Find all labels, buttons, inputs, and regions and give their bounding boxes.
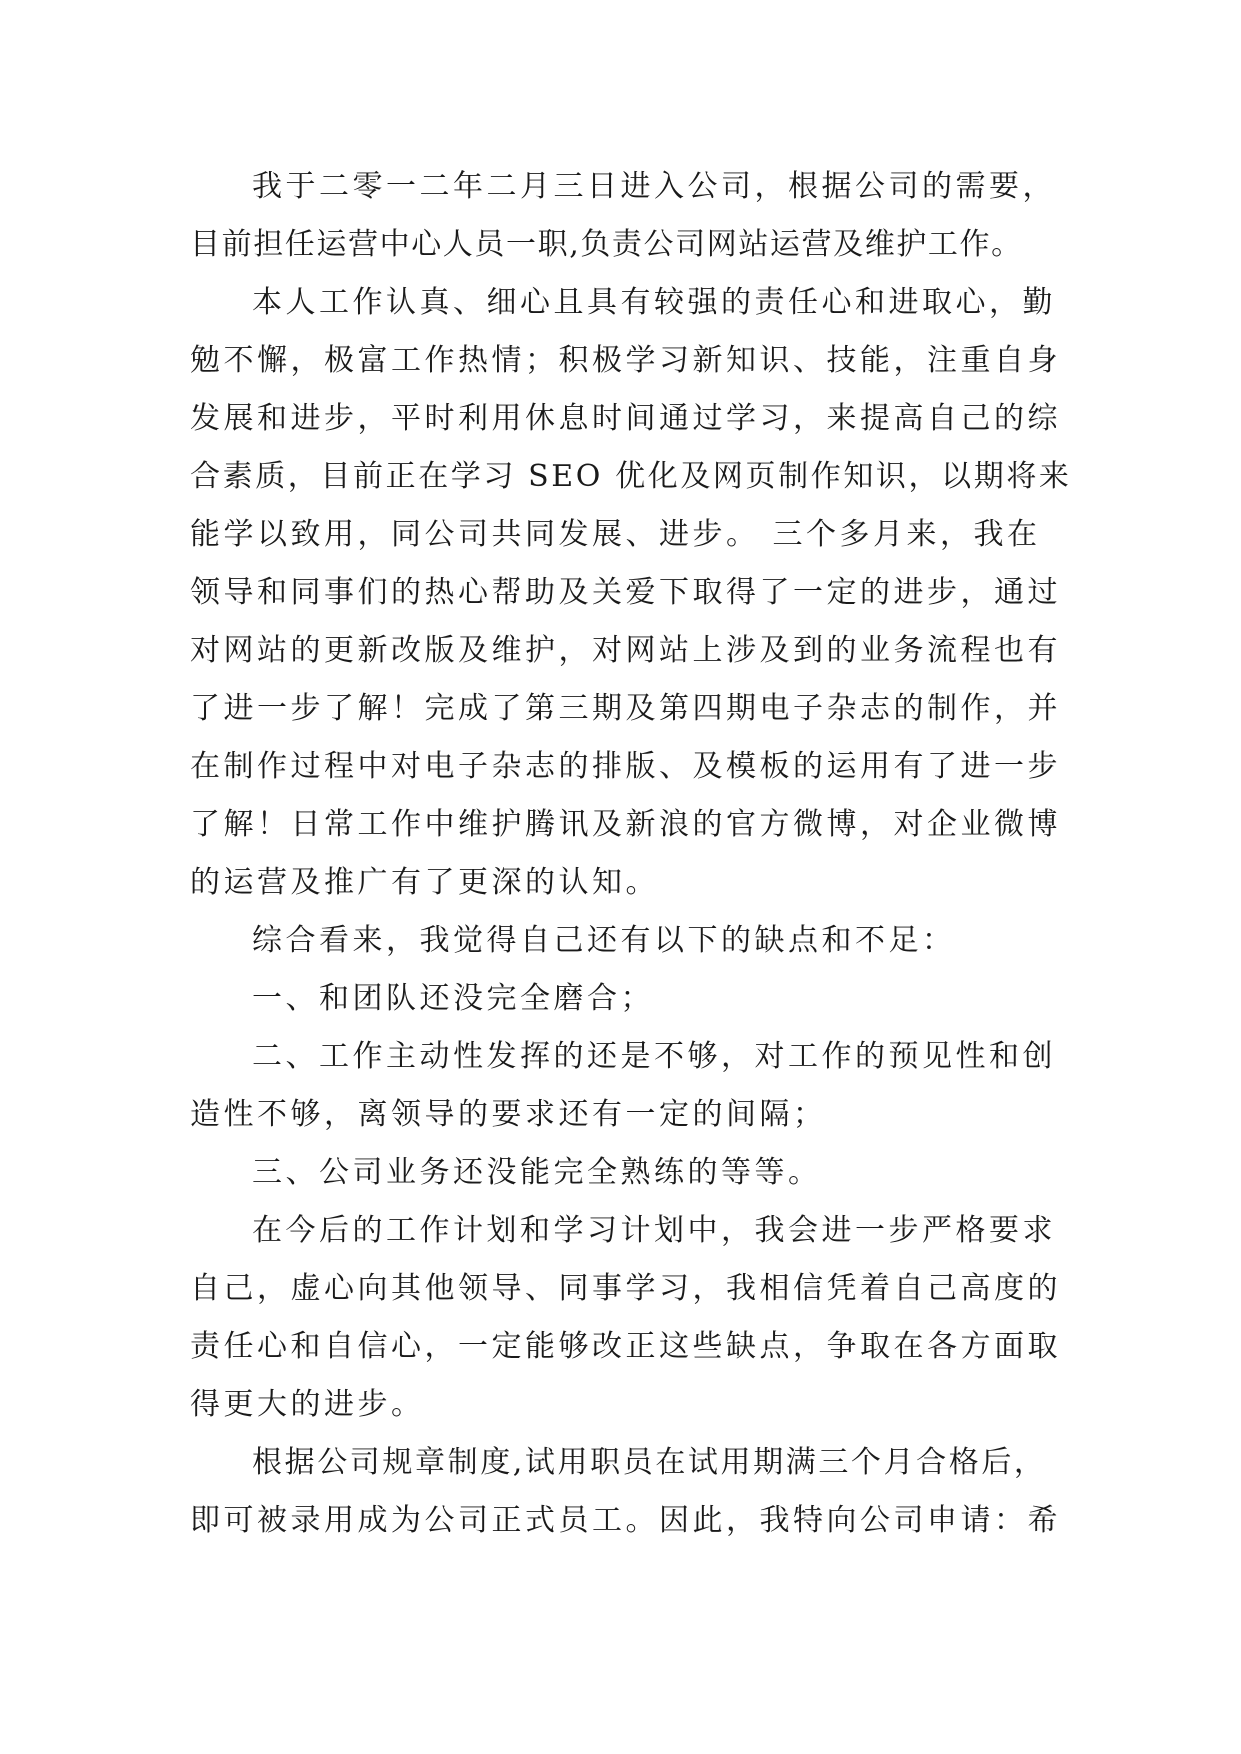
- paragraph-line: 了进一步了解！完成了第三期及第四期电子杂志的制作，并: [190, 691, 1061, 726]
- paragraph-line: 的运营及推广有了更深的认知。: [190, 865, 659, 900]
- paragraph-line: 能学以致用，同公司共同发展、进步。 三个多月来，我在: [190, 517, 1041, 552]
- paragraph-line: 造性不够，离领导的要求还有一定的间隔；: [190, 1097, 827, 1132]
- paragraph-line: 对网站的更新改版及维护，对网站上涉及到的业务流程也有: [190, 633, 1061, 668]
- paragraph-line: 得更大的进步。: [190, 1387, 425, 1422]
- paragraph-line: 根据公司规章制度,试用职员在试用期满三个月合格后，: [252, 1445, 1047, 1480]
- paragraph-line: 本人工作认真、细心且具有较强的责任心和进取心，勤: [252, 285, 1056, 320]
- paragraph-line: 在制作过程中对电子杂志的排版、及模板的运用有了进一步: [190, 749, 1061, 784]
- paragraph-line: 了解！日常工作中维护腾讯及新浪的官方微博，对企业微博: [190, 807, 1061, 842]
- paragraph-line: 责任心和自信心，一定能够改正这些缺点，争取在各方面取: [190, 1329, 1061, 1364]
- paragraph-line: 领导和同事们的热心帮助及关爱下取得了一定的进步，通过: [190, 575, 1061, 610]
- paragraph-line: 三、公司业务还没能完全熟练的等等。: [252, 1155, 822, 1190]
- paragraph-line: 合素质，目前正在学习 SEO 优化及网页制作知识，以期将来: [190, 459, 1072, 494]
- paragraph-line: 发展和进步，平时利用休息时间通过学习，来提高自己的综: [190, 401, 1061, 436]
- paragraph-line: 自己，虚心向其他领导、同事学习，我相信凭着自己高度的: [190, 1271, 1061, 1306]
- paragraph-line: 即可被录用成为公司正式员工。因此，我特向公司申请：希: [190, 1503, 1061, 1538]
- paragraph-line: 勉不懈，极富工作热情；积极学习新知识、技能，注重自身: [190, 343, 1061, 378]
- paragraph-line: 综合看来，我觉得自己还有以下的缺点和不足：: [252, 923, 956, 958]
- paragraph-line: 一、和团队还没完全磨合；: [252, 981, 654, 1016]
- paragraph-line: 在今后的工作计划和学习计划中，我会进一步严格要求: [252, 1213, 1056, 1248]
- paragraph-line: 目前担任运营中心人员一职,负责公司网站运营及维护工作。: [190, 227, 1023, 262]
- paragraph-line: 二、工作主动性发挥的还是不够，对工作的预见性和创: [252, 1039, 1056, 1074]
- paragraph-line: 我于二零一二年二月三日进入公司，根据公司的需要，: [252, 169, 1056, 204]
